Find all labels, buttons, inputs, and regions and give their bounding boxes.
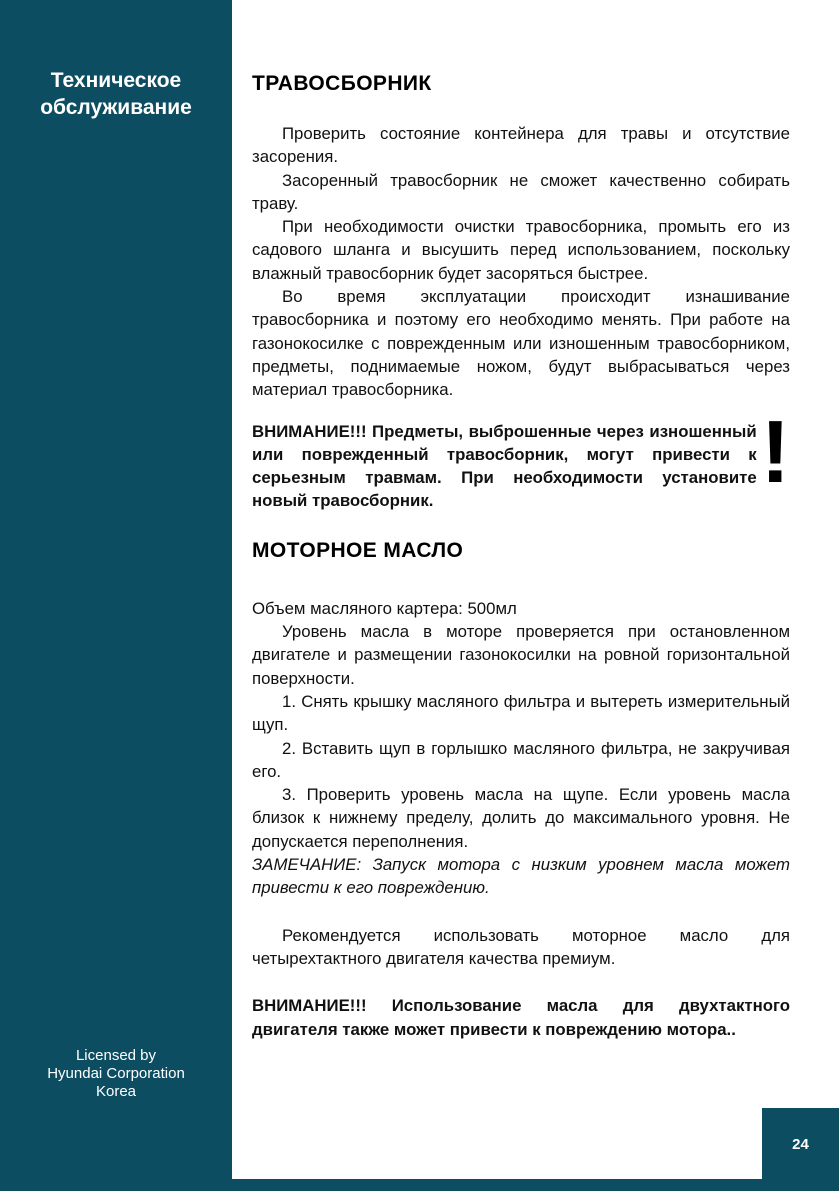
warning-text-grass: ВНИМАНИЕ!!! Предметы, выброшенные через изношенный или поврежденный травосборник, могут привести к серьезным травмам. При необходимости установите новый травосборник. xyxy=(252,421,757,511)
paragraph-oil-recommendation: Рекомендуется использовать моторное масло для четырехтактного двигателя качества премиум. xyxy=(252,925,790,968)
warning-block-grass xyxy=(252,401,790,513)
license-line-1: Licensed by xyxy=(75,1047,157,1064)
license-line-3: Korea xyxy=(95,1083,137,1100)
paragraph-oil-volume: Объем масляного картера: 500мл xyxy=(252,598,517,618)
oil-step-1: 1. Снять крышку масляного фильтра и вытереть измерительный щуп. xyxy=(252,691,790,735)
exclamation-icon: ! xyxy=(760,401,790,501)
paragraph-grass-4: Во время эксплуатации происходит изнашивание травосборника и поэтому его необходимо менять. При работе на газонокосилке с поврежденным или изношенным травосборником, предметы, поднимаемые ножом, будут выбрасываться через материал травосборника. xyxy=(252,287,790,400)
sidebar-section-title: Техническое обслуживание xyxy=(40,69,192,119)
paragraph-oil-check: Уровень масла в моторе проверяется при остановленном двигателе и размещении газонокосилки на ровной горизонтальной поверхности. xyxy=(252,622,790,688)
heading-grass-catcher: ТРАВОСБОРНИК xyxy=(252,72,432,95)
oil-note: ЗАМЕЧАНИЕ: Запуск мотора с низким уровнем масла может привести к его повреждению. xyxy=(252,855,790,898)
main-content xyxy=(232,0,839,1041)
paragraph-grass-2: Засоренный травосборник не сможет качественно собирать траву. xyxy=(252,170,790,213)
page-number: 24 xyxy=(792,1136,809,1153)
paragraph-grass-3: При необходимости очистки травосборника, промыть его из садового шланга и высушить перед использованием, поскольку влажный травосборник будет засоряться быстрее. xyxy=(252,217,790,283)
oil-step-2: 2. Вставить щуп в горлышко масляного фильтра, не закручивая его. xyxy=(252,738,790,781)
sidebar xyxy=(0,0,232,1191)
heading-motor-oil: МОТОРНОЕ МАСЛО xyxy=(252,538,464,562)
license-note xyxy=(0,1047,232,1101)
paragraph-grass-1: Проверить состояние контейнера для травы и отсутствие засорения. xyxy=(252,124,790,167)
warning-text-oil: ВНИМАНИЕ!!! Использование масла для двухтактного двигателя также может привести к повреждению мотора.. xyxy=(252,996,790,1039)
bottom-bar xyxy=(0,1179,839,1191)
page-number-box xyxy=(762,1108,839,1191)
license-line-2: Hyundai Corporation xyxy=(47,1065,185,1082)
oil-step-3: 3. Проверить уровень масла на щупе. Если уровень масла близок к нижнему пределу, долить до максимального уровня. Не допускается переполнения. xyxy=(252,785,790,851)
